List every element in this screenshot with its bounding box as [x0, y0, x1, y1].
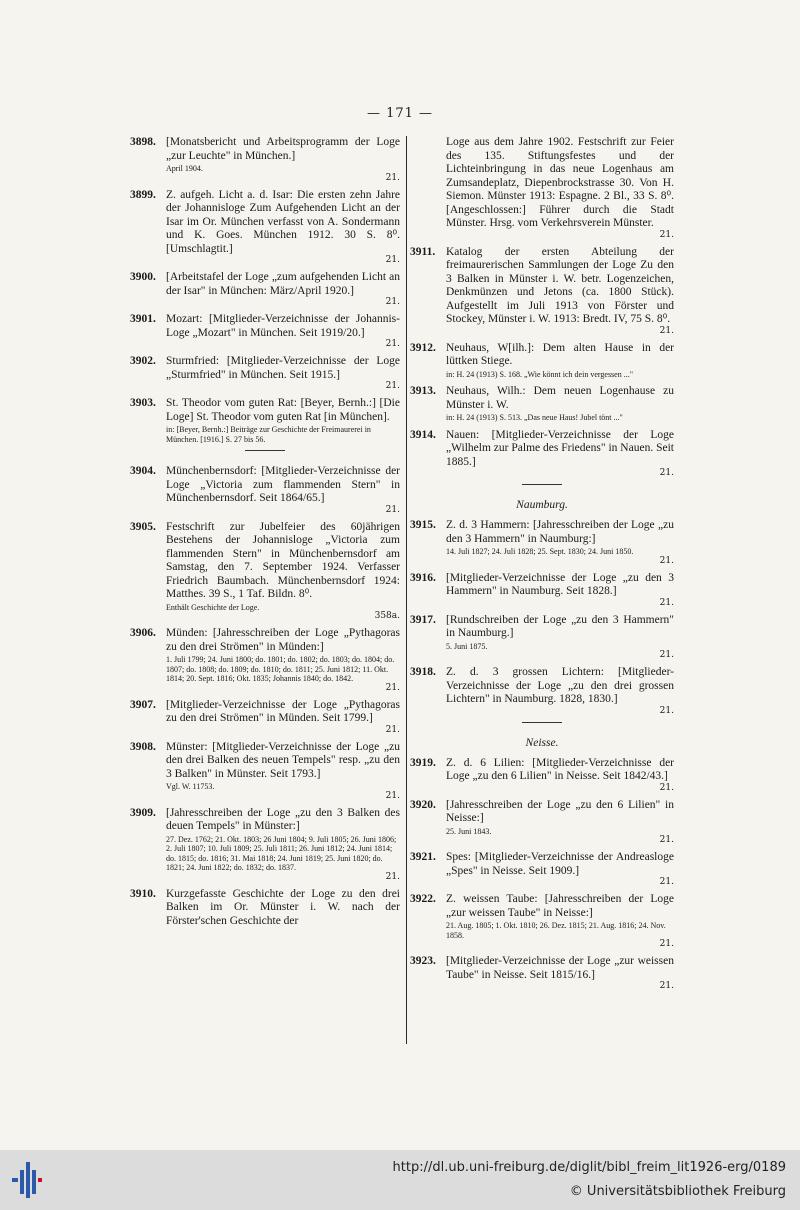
entry-text: [Mitglieder-Verzeichnisse der Loge „Pythagoras zu den drei Strömen" in Münden. Seit 1799.]	[166, 698, 400, 724]
entry-number: 3908.	[130, 740, 156, 753]
entry-number: 3907.	[130, 698, 156, 711]
entry-number: 3913.	[410, 385, 436, 397]
entry-signature: 21.	[385, 172, 400, 183]
entry-note: Enthält Geschichte der Loge.	[166, 602, 260, 612]
catalog-entry	[130, 521, 400, 622]
entry-number: 3903.	[130, 397, 156, 409]
entry-note: 14. Juli 1827; 24. Juli 1828; 25. Sept. 1830; 24. Juni 1850.	[446, 547, 634, 556]
entry-text: Z. d. 6 Lilien: [Mitglieder-Verzeichnisse der Loge „zu den 6 Lilien" in Neisse. Seit 1842/43.]	[446, 756, 674, 782]
section-heading: Neisse.	[525, 736, 559, 749]
entry-text: Katalog der ersten Abteilung der freimaurerischen Sammlungen der Loge Zu den 3 Balken in Münster i. W. betr. Logenzeichen, Denkmünzen und Jetons (ca. 1800 Stück). Aufgestellt im Juli 1913 von Förster und Stockey, Münster i. W. 1913: Bredt. IV, 75 S. 8⁰.	[446, 245, 674, 325]
catalog-entry	[130, 397, 400, 444]
right-column	[410, 136, 674, 997]
entry-text: Neuhaus, W[ilh.]: Dem alten Hause in der lüttken Stiege.	[446, 341, 674, 367]
entry-text: Nauen: [Mitglieder-Verzeichnisse der Loge „Wilhelm zur Palme des Friedens" in Nauen. Seit 1885.]	[446, 428, 674, 468]
entry-note: in: [Beyer, Bernh.:] Beiträge zur Geschichte der Freimaurerei in München. [1916.] S. 27 bis 56.	[166, 425, 371, 444]
entry-signature: 21.	[659, 835, 674, 845]
catalog-entry	[410, 955, 674, 991]
left-column	[130, 136, 400, 934]
entry-signature: 21.	[385, 871, 400, 882]
entry-number: 3909.	[130, 806, 156, 819]
entry-text: [Mitglieder-Verzeichnisse der Loge „zu den 3 Hammern" in Naumburg. Seit 1828.]	[446, 571, 674, 597]
entry-note: in: H. 24 (1913) S. 168. „Wie könnt ich dein vergessen ..."	[446, 369, 633, 379]
catalog-entry	[130, 313, 400, 349]
entry-note: in: H. 24 (1913) S. 513. „Das neue Haus! Jubel tönt ..."	[446, 413, 623, 422]
catalog-entry	[410, 893, 674, 949]
entry-signature: 21.	[659, 877, 674, 887]
entry-signature: 21.	[385, 297, 400, 307]
catalog-entry	[410, 614, 674, 661]
catalog-entry	[130, 699, 400, 735]
catalog-entry	[130, 807, 400, 882]
entry-number: 3910.	[130, 887, 156, 900]
catalog-entry	[130, 465, 400, 515]
entry-signature: 21.	[385, 381, 400, 391]
entry-text: [Mitglieder-Verzeichnisse der Loge „zur weissen Taube" in Neisse. Seit 1815/16.]	[446, 955, 674, 981]
catalog-entry	[130, 136, 400, 183]
catalog-entry	[410, 519, 674, 566]
entry-text: Kurzgefasste Geschichte der Loge zu den drei Balken im Or. Münster i. W. nach der Förster'schen Geschichte der	[166, 887, 400, 927]
footer-url-link[interactable]: http://dl.ub.uni-freiburg.de/diglit/bibl_freim_lit1926-erg/0189	[392, 1160, 786, 1175]
entry-signature: 21.	[659, 597, 674, 608]
catalog-entry	[410, 342, 674, 380]
entry-text: [Jahresschreiben der Loge „zu den 3 Balken des deuen Tempels" in Münster:]	[166, 806, 400, 832]
page-number: — 171 —	[366, 106, 434, 121]
entry-text: Sturmfried: [Mitglieder-Verzeichnisse der Loge „Sturmfried" in München. Seit 1915.]	[166, 355, 400, 381]
catalog-entry	[410, 851, 674, 887]
entry-signature: 21.	[659, 325, 674, 336]
catalog-entry	[410, 757, 674, 793]
entry-signature: 21.	[659, 981, 674, 991]
entry-number: 3905.	[130, 520, 156, 533]
entry-number: 3906.	[130, 627, 156, 639]
entry-note: 27. Dez. 1762; 21. Okt. 1803; 26 Juni 1804; 9. Juli 1805; 26. Juni 1806; 2. Juli 1807; 10. Juli 1809; 25. Juli 1811; 26. Juni 1812; 24. Juni 1814; do. 1815; do. 1816; 31. Mai 1818; 24. Juni 1819; 25. Juni 1820; do. 1821; 24. Juni 1822; do. 1832; do. 1837.	[166, 834, 397, 872]
entry-number: 3921.	[410, 851, 436, 863]
viewer-footer	[0, 1150, 800, 1210]
entry-text: Münden: [Jahresschreiben der Loge „Pythagoras zu den drei Strömen" in Münden:]	[166, 627, 400, 653]
entry-signature: 21.	[385, 339, 400, 349]
entry-number: 3912.	[410, 341, 436, 354]
entry-text: Festschrift zur Jubelfeier des 60jährigen Bestehens der Johannisloge „Victoria zum flammenden Stern" in Münchenbernsdorf am Samstag, den 7. September 1924. Verfasser Friedrich Baumbach. Münchenbernsdorf 1924: Matthes. 39 S., 1 Taf. Bildn. 8⁰.	[166, 520, 400, 600]
catalog-entry	[410, 385, 674, 423]
entry-number: 3922.	[410, 893, 436, 905]
entry-text: [Monatsbericht und Arbeitsprogramm der Loge „zur Leuchte" in München.]	[166, 136, 400, 162]
entry-text: Z. aufgeh. Licht a. d. Isar: Die ersten zehn Jahre der Johannisloge Zum Aufgehenden Licht an der Isar im Or. München verfasst von A. Sondermann und K. Goes. München 1912. 30 S. 8⁰. [Umschlagtit.]	[166, 188, 400, 255]
entry-number: 3917.	[410, 613, 436, 626]
entry-signature: 21.	[659, 939, 674, 949]
entry-signature: 21.	[385, 255, 400, 265]
entry-number: 3923.	[410, 955, 436, 967]
entry-signature: 21.	[659, 650, 674, 660]
entry-number: 3919.	[410, 756, 436, 769]
catalog-entry	[410, 572, 674, 608]
entry-note: 1. Juli 1799; 24. Juni 1800; do. 1801; do. 1802; do. 1803; do. 1804; do. 1807; do. 1808; do. 1809; do. 1810; do. 1811; 25. Juni 1812; 11. Okt. 1814; 20. Sept. 1816; Okt. 1835; Johannis 1840; do. 1842.	[166, 655, 395, 683]
column-divider	[406, 136, 407, 1044]
entry-text: [Jahresschreiben der Loge „zu den 6 Lilien" in Neisse:]	[446, 798, 674, 824]
entry-text: Mozart: [Mitglieder-Verzeichnisse der Johannis-Loge „Mozart" in München. Seit 1919/20.]	[166, 313, 400, 339]
ub-freiburg-logo-icon	[12, 1162, 42, 1198]
section-separator	[245, 450, 285, 451]
entry-number: 3914.	[410, 428, 436, 441]
catalog-entry	[130, 888, 400, 929]
entry-number: 3902.	[130, 355, 156, 367]
entry-number: 3901.	[130, 313, 156, 325]
entry-number: 3918.	[410, 666, 436, 678]
entry-number: 3916.	[410, 571, 436, 584]
section-separator	[522, 484, 562, 485]
catalog-entry	[410, 246, 674, 336]
entry-text: Münchenbernsdorf: [Mitglieder-Verzeichnisse der Loge „Victoria zum flammenden Stern" in Münchenbernsdorf. Seit 1864/65.]	[166, 465, 400, 504]
entry-signature: 21.	[385, 724, 400, 735]
entry-number: 3911.	[410, 245, 436, 258]
entry-signature: 21.	[385, 682, 400, 693]
entry-text: Spes: [Mitglieder-Verzeichnisse der Andreasloge „Spes" in Neisse. Seit 1909.]	[446, 851, 674, 877]
catalog-entry	[410, 666, 674, 716]
entry-note: 21. Aug. 1805; 1. Okt. 1810; 26. Dez. 1815; 21. Aug. 1816; 24. Nov. 1858.	[446, 921, 666, 940]
entry-signature: 21.	[659, 229, 674, 240]
entry-signature: 21.	[659, 782, 674, 793]
catalog-entry	[130, 189, 400, 266]
entry-text: Münster: [Mitglieder-Verzeichnisse der Loge „zu den drei Balken des neuen Tempels" resp. „zu den 3 Balken" in Münster. Seit 1793.]	[166, 740, 400, 780]
catalog-entry	[130, 271, 400, 307]
entry-text: [Rundschreiben der Loge „zu den 3 Hammern" in Naumburg.]	[446, 613, 674, 639]
entry-text: Z. d. 3 grossen Lichtern: [Mitglieder-Verzeichnisse der Loge „zu den drei grossen Lichtern" in Naumburg. 1828, 1830.]	[446, 666, 674, 705]
entry-signature: 21.	[659, 555, 674, 566]
entry-number: 3898.	[130, 136, 156, 148]
entry-note: 5. Juni 1875.	[446, 641, 488, 651]
entry-text: Z. weissen Taube: [Jahresschreiben der Loge „zur weissen Taube" in Neisse:]	[446, 893, 674, 919]
entry-number: 3904.	[130, 465, 156, 477]
entry-signature: 358a.	[374, 611, 400, 621]
entry-text: St. Theodor vom guten Rat: [Beyer, Bernh.:] [Die Loge] St. Theodor vom guten Rat [in München].	[166, 397, 400, 423]
entry-number: 3920.	[410, 798, 436, 811]
entry-signature: 21.	[385, 504, 400, 515]
entry-note: 25. Juni 1843.	[446, 826, 492, 836]
section-heading: Naumburg.	[516, 499, 568, 511]
entry-number: 3899.	[130, 188, 156, 201]
entry-text: Neuhaus, Wilh.: Dem neuen Logenhause zu Münster i. W.	[446, 385, 674, 411]
catalog-entry	[130, 627, 400, 693]
entry-signature: 21.	[385, 790, 400, 801]
catalog-entry	[130, 355, 400, 391]
entry-text: Z. d. 3 Hammern: [Jahresschreiben der Loge „zu den 3 Hammern" in Naumburg:]	[446, 519, 674, 545]
catalog-entry	[130, 741, 400, 801]
entry-signature: 21.	[659, 468, 674, 478]
entry-number: 3900.	[130, 271, 156, 283]
entry-text: Loge aus dem Jahre 1902. Festschrift zur Feier des 135. Stiftungsfestes und der Lichteinbringung in das neue Logenhaus am Zumsandeplatz, Diepenbrockstrasse 30. Von H. Siemon. Münster 1913: Espagne. 2 Bl., 33 S. 8⁰. [Angeschlossen:] Führer durch die Stadt Münster. Hrsg. vom Verkehrsverein Münster.	[446, 136, 674, 229]
section-separator	[522, 722, 562, 723]
catalog-entry	[410, 429, 674, 479]
entry-number: 3915.	[410, 519, 436, 531]
entry-note: Vgl. W. 11753.	[166, 782, 215, 791]
entry-signature: 21.	[659, 705, 674, 716]
catalog-entry	[410, 136, 674, 240]
footer-copyright: © Universitätsbibliothek Freiburg	[569, 1184, 786, 1199]
entry-note: April 1904.	[166, 164, 203, 173]
entry-text: [Arbeitstafel der Loge „zum aufgehenden Licht an der Isar" in München: März/April 1920.]	[166, 271, 400, 297]
catalog-entry	[410, 799, 674, 846]
